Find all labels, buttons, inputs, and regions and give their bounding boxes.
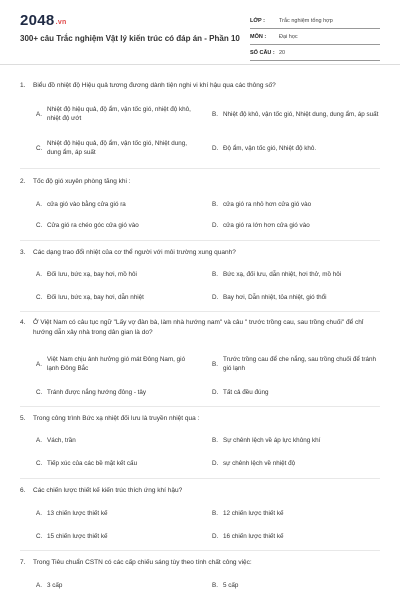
option-text: Cửa gió ra chéo góc cửa gió vào <box>47 221 139 229</box>
header <box>0 0 400 64</box>
question-body: Biểu đồ nhiệt độ Hiệu quả tương đương dành tiện nghi vi khí hậu qua các thông số? <box>33 82 276 89</box>
option-letter: A. <box>36 270 42 278</box>
question-number: 3. <box>20 249 26 256</box>
option-letter: B. <box>212 270 218 278</box>
option-text: Nhiệt độ hiệu quả, độ ẩm, vận tốc gió, nhiệt độ khô, nhiệt độ ướt <box>47 106 191 122</box>
question-text <box>20 414 380 424</box>
question-text <box>20 81 380 91</box>
option-letter: D. <box>212 459 219 467</box>
header-divider <box>0 64 400 65</box>
question-5 <box>20 414 380 424</box>
option-text: 12 chiến lược thiết kế <box>223 509 284 517</box>
question-7 <box>20 558 380 568</box>
option-letter: B. <box>212 581 218 589</box>
question-number: 1. <box>20 82 26 89</box>
info-label: MÔN : <box>250 33 267 40</box>
option-letter: B. <box>212 110 218 118</box>
option-letter: A. <box>36 581 42 589</box>
option-text: cửa gió ra lớn hơn cửa gió vào <box>223 221 310 229</box>
option-4b[interactable] <box>212 351 382 377</box>
question-body: Trong Tiêu chuẩn CSTN có các cấp chiếu sáng tùy theo tính chất công việc: <box>33 559 252 566</box>
option-text: 16 chiến lược thiết kế <box>223 532 284 540</box>
option-4d[interactable] <box>212 386 382 398</box>
option-5c[interactable] <box>36 457 196 469</box>
question-divider <box>20 478 380 479</box>
option-letter: A. <box>36 110 42 118</box>
question-number: 2. <box>20 178 26 185</box>
page-title: 300+ câu Trắc nghiệm Vật lý kiến trúc có đáp án - Phần 10 <box>20 34 240 43</box>
question-divider <box>20 240 380 241</box>
option-2a[interactable] <box>36 198 196 210</box>
info-value: 20 <box>279 49 286 56</box>
option-6b[interactable] <box>212 507 382 519</box>
option-text: Tránh được nắng hướng đông - tây <box>47 388 147 396</box>
option-letter: C. <box>36 459 43 467</box>
option-2c[interactable] <box>36 219 196 231</box>
question-text <box>20 486 380 496</box>
question-divider <box>20 168 380 169</box>
option-3a[interactable] <box>36 268 196 280</box>
option-text: Bay hơi, Dẫn nhiệt, tỏa nhiệt, gió thổi <box>223 293 327 301</box>
question-text <box>20 248 380 258</box>
option-3c[interactable] <box>36 291 196 303</box>
option-5a[interactable] <box>36 434 196 446</box>
option-5d[interactable] <box>212 457 382 469</box>
question-text <box>20 318 380 338</box>
info-value: Đại học <box>279 33 298 40</box>
option-1b[interactable] <box>212 101 382 127</box>
option-letter: C. <box>36 532 43 540</box>
option-letter: D. <box>212 221 219 229</box>
option-1a[interactable] <box>36 101 196 127</box>
option-6a[interactable] <box>36 507 196 519</box>
option-letter: C. <box>36 144 43 152</box>
info-row-count <box>250 45 380 61</box>
option-letter: A. <box>36 200 42 208</box>
option-letter: B. <box>212 360 218 368</box>
info-table <box>250 13 380 61</box>
option-text: Tất cả đều đúng <box>223 388 269 396</box>
option-text: 13 chiến lược thiết kế <box>47 509 108 517</box>
option-text: 5 cấp <box>223 581 239 589</box>
question-divider <box>20 406 380 407</box>
question-1 <box>20 81 380 91</box>
option-letter: D. <box>212 388 219 396</box>
option-text: Vách, trần <box>47 436 76 444</box>
option-4c[interactable] <box>36 386 196 398</box>
option-text: Trước trồng cau để che nắng, sau trồng chuối để tránh gió lạnh <box>223 356 377 372</box>
logo-suffix: .vn <box>55 19 67 26</box>
option-text: Đối lưu, bức xạ, bay hơi, dẫn nhiệt <box>47 293 144 301</box>
option-2d[interactable] <box>212 219 382 231</box>
option-text: cửa gió ra nhỏ hơn cửa gió vào <box>223 200 312 208</box>
question-2 <box>20 177 380 187</box>
option-text: Đối lưu, bức xạ, bay hơi, mồ hôi <box>47 270 137 278</box>
question-text <box>20 558 380 568</box>
option-text: Tiếp xúc của các bề mặt kết cấu <box>47 459 138 467</box>
question-3 <box>20 248 380 258</box>
question-body: Ở Việt Nam có câu tục ngữ "Lấy vợ đàn bà, làm nhà hướng nam" và câu " trước trồng cau, sau trồng chuối" để chỉ hướng dẫn xây nhà trong dân gian là do? <box>33 319 364 336</box>
question-divider <box>20 311 380 312</box>
site-logo[interactable] <box>20 12 67 29</box>
option-1c[interactable] <box>36 135 196 161</box>
question-4 <box>20 318 380 338</box>
option-3d[interactable] <box>212 291 382 303</box>
option-text: Độ ẩm, vận tốc gió, Nhiệt độ khô. <box>223 144 317 152</box>
option-7a[interactable] <box>36 579 196 591</box>
option-7b[interactable] <box>212 579 382 591</box>
info-label: SỐ CÂU : <box>250 49 275 56</box>
option-text: Nhiệt độ khô, vận tốc gió, Nhiệt dung, dung ẩm, áp suất <box>223 110 379 118</box>
question-body: Tốc độ gió xuyên phòng tăng khi : <box>33 178 131 185</box>
question-6 <box>20 486 380 496</box>
question-number: 6. <box>20 487 26 494</box>
question-body: Trong công trình Bức xạ nhiệt đối lưu là truyền nhiệt qua : <box>33 415 200 422</box>
question-number: 7. <box>20 559 26 566</box>
option-3b[interactable] <box>212 268 382 280</box>
option-text: 15 chiến lược thiết kế <box>47 532 108 540</box>
option-letter: A. <box>36 509 42 517</box>
option-letter: D. <box>212 293 219 301</box>
option-letter: D. <box>212 532 219 540</box>
option-letter: C. <box>36 293 43 301</box>
option-letter: A. <box>36 436 42 444</box>
option-5b[interactable] <box>212 434 382 446</box>
option-letter: D. <box>212 144 219 152</box>
option-text: 3 cấp <box>47 581 63 589</box>
option-letter: B. <box>212 436 218 444</box>
option-text: Việt Nam chịu ảnh hưởng gió mát Đông Nam, gió lạnh Đông Bắc <box>47 356 186 372</box>
info-row-subject <box>250 29 380 45</box>
option-2b[interactable] <box>212 198 382 210</box>
info-value: Trắc nghiệm tổng hợp <box>279 17 333 24</box>
logo-main: 2048 <box>20 12 55 29</box>
option-4a[interactable] <box>36 351 196 377</box>
option-text: Sự chênh lệch về áp lực không khí <box>223 436 321 444</box>
option-text: sự chênh lệch về nhiệt độ <box>223 459 296 467</box>
option-letter: A. <box>36 360 42 368</box>
question-number: 4. <box>20 319 26 326</box>
option-6c[interactable] <box>36 530 196 542</box>
question-number: 5. <box>20 415 26 422</box>
question-body: Các chiến lược thiết kế kiến trúc thích ứng khí hậu? <box>33 487 183 494</box>
option-text: cửa gió vào bằng cửa gió ra <box>47 200 126 208</box>
info-row-class <box>250 13 380 29</box>
option-letter: C. <box>36 388 43 396</box>
question-divider <box>20 550 380 551</box>
option-letter: B. <box>212 200 218 208</box>
option-letter: B. <box>212 509 218 517</box>
option-6d[interactable] <box>212 530 382 542</box>
question-text <box>20 177 380 187</box>
question-body: Các dạng trao đổi nhiệt của cơ thể người với môi trường xung quanh? <box>33 249 236 256</box>
info-label: LỚP : <box>250 17 265 24</box>
option-text: Bức xạ, đối lưu, dẫn nhiệt, hơi thở, mồ hôi <box>223 270 342 278</box>
option-letter: C. <box>36 221 43 229</box>
option-text: Nhiệt độ hiệu quả, độ ẩm, vận tốc gió, Nhiệt dung, dung ẩm, áp suất <box>47 140 188 156</box>
option-1d[interactable] <box>212 135 382 161</box>
